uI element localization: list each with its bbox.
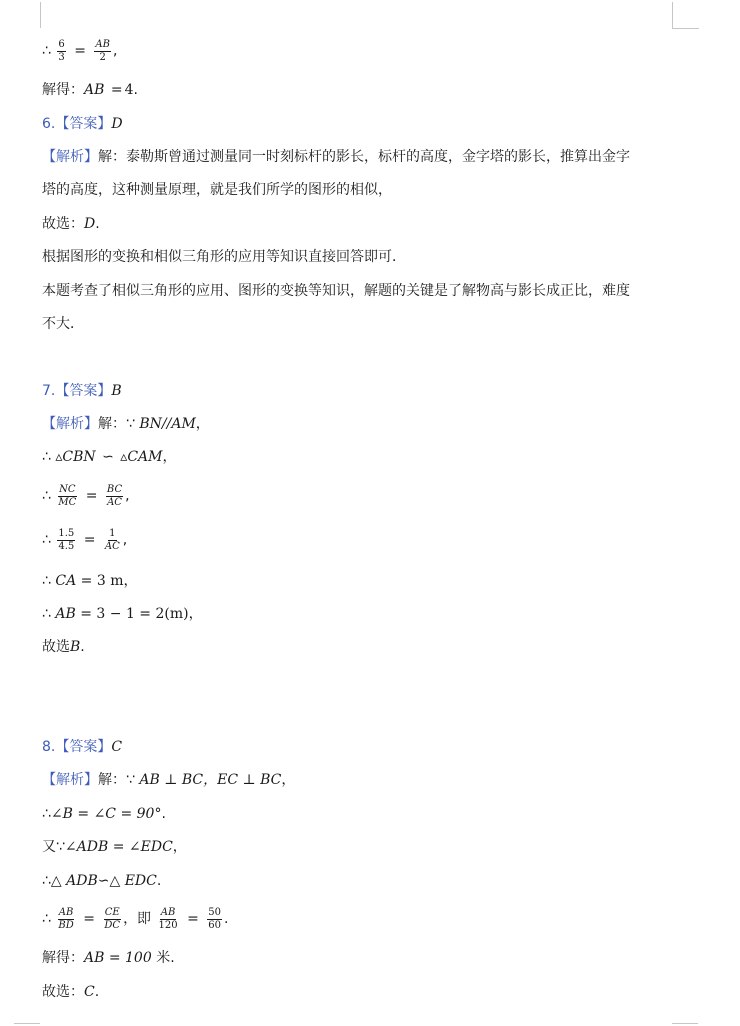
fraction-ab-over-120: $\frac{AB}{120}$ bbox=[158, 906, 178, 931]
fraction-ce-over-dc: $\frac{CE}{DC}$ bbox=[104, 906, 121, 931]
q7-answer-heading: 7.【答案】B bbox=[42, 383, 122, 399]
q7-ab-value: ∴ AB = 3 − 1 = 2(m)， bbox=[42, 606, 203, 622]
q7-ratio-values: ∴ $\frac{1.5}{4.5}$ = $\frac{1}{AC}$ , bbox=[42, 527, 128, 552]
therefore-symbol: ∴ bbox=[42, 43, 51, 59]
q8-ab-value: 解得：AB = 100 米. bbox=[42, 950, 175, 966]
equation-ratio-line: ∴ $\frac{6}{3}$ = $\frac{AB}{2}$ , bbox=[42, 38, 118, 63]
q6-analysis-line-1: 【解析】解：泰勒斯曾通过测量同一时刻标杆的影长，标杆的高度，金字塔的影长，推算出金字 bbox=[42, 149, 630, 165]
page-corner-bottom-left bbox=[14, 1023, 40, 1024]
q6-answer-heading: 6.【答案】D bbox=[42, 116, 123, 132]
q8-right-angles: ∴∠B = ∠C = 90°. bbox=[42, 806, 166, 822]
q8-choose: 故选：C. bbox=[42, 984, 100, 1000]
fraction-ab-over-2: $\frac{AB}{2}$ bbox=[95, 38, 110, 63]
q7-similar-triangles: ∴ ▵CBN ∽ ▵CAM， bbox=[42, 449, 177, 465]
fraction-1.5-over-4.5: $\frac{1.5}{4.5}$ bbox=[58, 527, 75, 552]
q7-analysis-line-1: 【解析】解：∵ BN//AM， bbox=[42, 416, 210, 432]
q6-analysis-line-2: 塔的高度，这种测量原理，就是我们所学的图形的相似， bbox=[42, 182, 392, 198]
q8-ratio: ∴ $\frac{AB}{BD}$ = $\frac{CE}{DC}$ ，即 $\frac{AB}{120}$ = $\frac{50}{60}$ . bbox=[42, 906, 229, 931]
q8-vertical-angles: 又∵∠ADB = ∠EDC， bbox=[42, 839, 187, 855]
q8-answer-heading: 8.【答案】C bbox=[42, 739, 123, 755]
q6-review-line-2: 不大． bbox=[42, 316, 84, 332]
page-corner-bottom-right bbox=[672, 1023, 698, 1024]
q7-ratio: ∴ $\frac{NC}{MC}$ = $\frac{BC}{AC}$ , bbox=[42, 483, 130, 508]
fraction-1-over-ac: $\frac{1}{AC}$ bbox=[104, 527, 120, 552]
q8-similar-triangles: ∴△ ADB∽△ EDC. bbox=[42, 873, 162, 889]
fraction-nc-over-mc: $\frac{NC}{MC}$ bbox=[58, 483, 77, 508]
page-corner-top-left bbox=[40, 2, 41, 28]
q8-analysis-line-1: 【解析】解：∵ AB ⊥ BC，EC ⊥ BC， bbox=[42, 772, 296, 788]
q6-explanation: 根据图形的变换和相似三角形的应用等知识直接回答即可． bbox=[42, 249, 406, 265]
fraction-ab-over-bd: $\frac{AB}{BD}$ bbox=[58, 906, 74, 931]
solve-result-ab-4: 解得：AB = 4. bbox=[42, 82, 138, 98]
q6-review-line-1: 本题考查了相似三角形的应用、图形的变换等知识，解题的关键是了解物高与影长成正比，难度 bbox=[42, 283, 630, 299]
fraction-6-over-3: $\frac{6}{3}$ bbox=[58, 38, 65, 63]
q7-choose: 故选B. bbox=[42, 639, 85, 655]
page-corner-top-right bbox=[672, 2, 699, 29]
fraction-50-over-60: $\frac{50}{60}$ bbox=[208, 906, 221, 931]
fraction-bc-over-ac: $\frac{BC}{AC}$ bbox=[106, 483, 123, 508]
q7-ca-value: ∴ CA = 3 m， bbox=[42, 573, 138, 589]
q6-choose: 故选：D. bbox=[42, 216, 100, 232]
